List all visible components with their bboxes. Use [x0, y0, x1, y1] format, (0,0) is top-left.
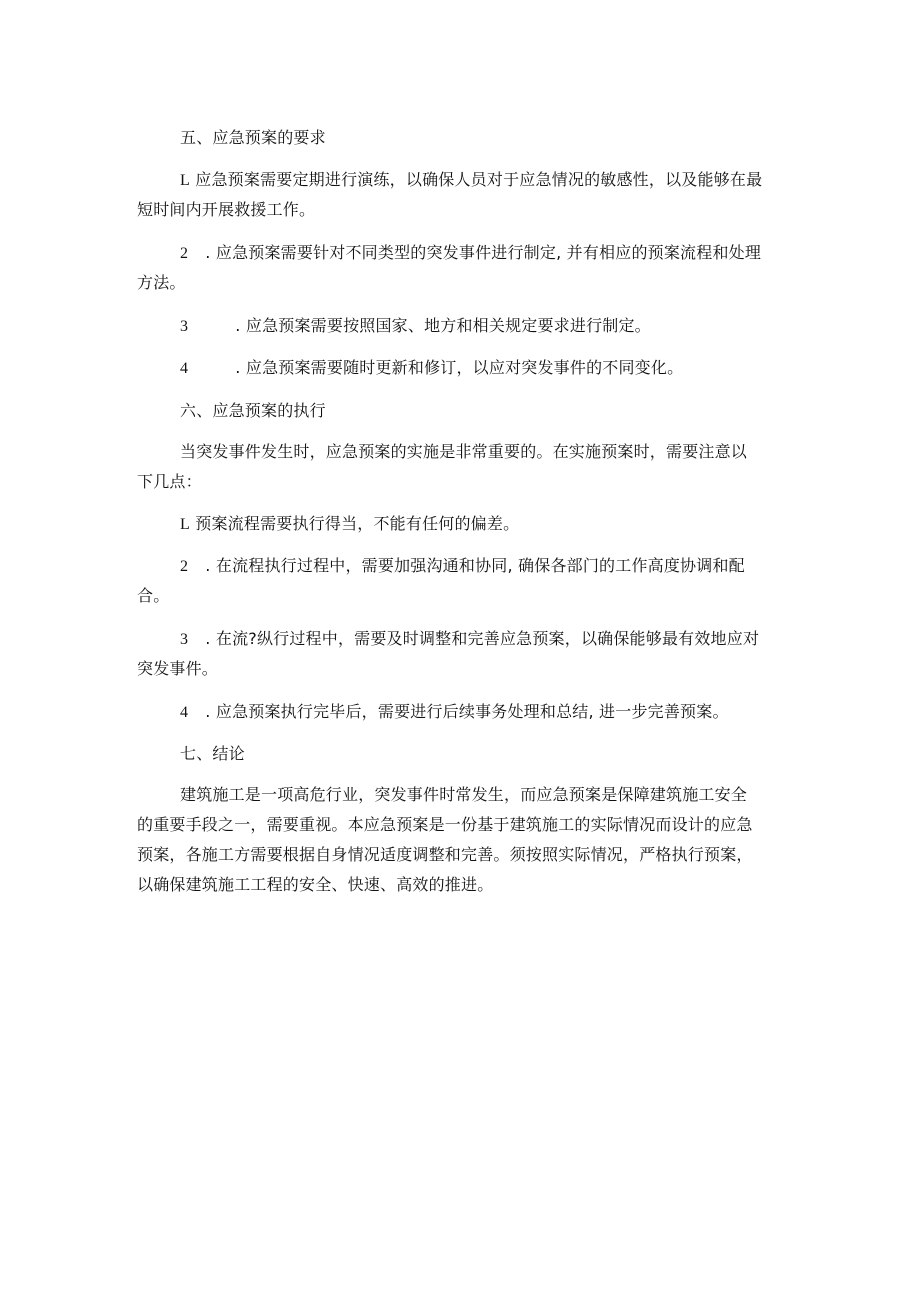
item-text: 预案流程需要执行得当，不能有任何的偏差。: [195, 514, 520, 533]
item-text: . 在流?纵行过程中，需要及时调整和完善应急预案，以确保能够最有效地应对: [205, 629, 760, 648]
item-marker: 2: [180, 558, 189, 575]
conclusion-line: 预案，各施工方需要根据自身情况适度调整和完善。须按照实际情况，严格执行预案，: [137, 845, 753, 864]
item-text: . 应急预案需要针对不同类型的突发事件进行制定, 并有相应的预案流程和处理: [205, 243, 762, 262]
item-continuation: 突发事件。: [137, 659, 219, 678]
item-text: . 应急预案需要随时更新和修订，以应对突发事件的不同变化。: [235, 358, 684, 377]
intro-continuation: 下几点：: [137, 472, 202, 491]
item-text: . 应急预案需要按照国家、地方和相关规定要求进行制定。: [235, 316, 651, 335]
item-marker: 3: [180, 318, 189, 335]
item-text: 应急预案需要定期进行演练，以确保人员对于应急情况的敏感性，以及能够在最: [195, 170, 763, 189]
item-text: . 在流程执行过程中，需要加强沟通和协同, 确保各部门的工作高度协调和配: [205, 556, 745, 575]
conclusion-line: 以确保建筑施工工程的安全、快速、高效的推进。: [137, 875, 494, 894]
item-text: . 应急预案执行完毕后，需要进行后续事务处理和总结, 进一步完善预案。: [205, 702, 729, 721]
conclusion-line: 建筑施工是一项高危行业，突发事件时常发生，而应急预案是保障建筑施工安全: [180, 785, 748, 804]
list-item: [180, 514, 519, 535]
section-heading-6: 六、应急预案的执行: [180, 401, 326, 420]
item-continuation: 方法。: [137, 273, 186, 292]
list-item: [180, 170, 762, 191]
section-heading-5: 五、应急预案的要求: [180, 128, 326, 147]
item-continuation: 短时间内开展救援工作。: [137, 200, 316, 219]
item-marker: 2: [180, 245, 189, 262]
list-item: [180, 358, 683, 379]
item-marker: L: [180, 516, 190, 533]
item-marker: 3: [180, 631, 189, 648]
item-continuation: 合。: [137, 586, 170, 605]
list-item: [180, 702, 729, 723]
item-marker: 4: [180, 360, 189, 377]
item-marker: 4: [180, 704, 189, 721]
list-item: [180, 316, 651, 337]
list-item: [180, 556, 745, 577]
section-heading-7: 七、结论: [180, 744, 245, 763]
item-marker: L: [180, 172, 190, 189]
intro-line: 当突发事件发生时，应急预案的实施是非常重要的。在实施预案时，需要注意以: [180, 442, 748, 461]
conclusion-line: 的重要手段之一，需要重视。本应急预案是一份基于建筑施工的实际情况而设计的应急: [137, 815, 753, 834]
list-item: [180, 629, 759, 650]
list-item: [180, 243, 761, 264]
